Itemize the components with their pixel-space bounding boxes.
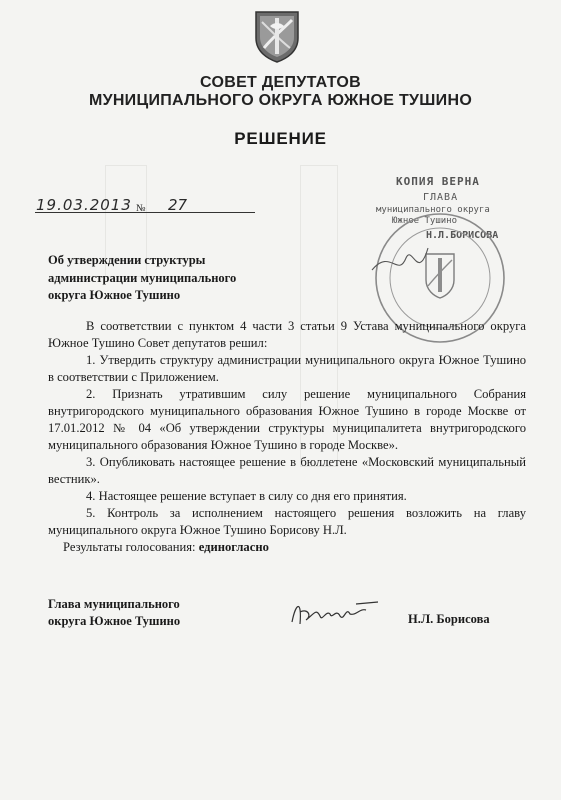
body-intro: В соответствии с пунктом 4 части 3 статьи 9 Устава муниципального округа Южное Тушино Совет депутатов решил: (48, 319, 526, 350)
stamp-line: КОПИЯ ВЕРНА (396, 175, 480, 188)
org-name-line1: СОВЕТ ДЕПУТАТОВ (200, 74, 361, 91)
subject-line: администрации муниципального (48, 270, 237, 285)
decision-item-5: 5. Контроль за исполнением настоящего решения возложить на главу муниципального округа Южное Тушино Борисову Н.Л. (48, 506, 526, 537)
registration-underline (35, 212, 255, 214)
decision-number: 27 (168, 196, 188, 214)
signatory-name: Н.Л. Борисова (408, 612, 490, 626)
vote-value: единогласно (198, 540, 269, 554)
decision-date: 19.03.2013 (36, 196, 132, 214)
signatory-title (48, 596, 180, 630)
signatory-title-line: округа Южное Тушино (48, 614, 181, 628)
decision-subject (48, 252, 236, 305)
stamp-line: Южное Тушино (392, 216, 458, 226)
decision-item-2: 2. Признать утратившим силу решение муниципального Собрания внутригородского муниципального образования Южное Тушино в городе Москве от 17.01.2012 № 04 «Об утверждении структуры муниципалитета внутригородского муниципального образования Южное Тушино в городе Москве». (48, 387, 526, 452)
decision-item-1: 1. Утвердить структуру администрации муниципального округа Южное Тушино в соответствии с Приложением. (48, 353, 526, 384)
subject-line: округа Южное Тушино (48, 288, 181, 302)
decision-item-4: 4. Настоящее решение вступает в силу со дня его принятия. (86, 489, 407, 503)
stamp-line: Н.Л.БОРИСОВА (426, 230, 499, 241)
vote-label: Результаты голосования: (63, 540, 196, 554)
coat-of-arms-icon (252, 8, 302, 64)
stamp-line: ГЛАВА (423, 192, 459, 203)
org-name-line2: МУНИЦИПАЛЬНОГО ОКРУГА ЮЖНОЕ ТУШИНО (88, 92, 473, 109)
document-type-heading: РЕШЕНИЕ (234, 129, 327, 148)
subject-line: Об утверждении структуры (48, 253, 206, 267)
handwritten-signature (286, 594, 386, 634)
number-sign: № (136, 203, 146, 214)
signatory-title-line: Глава муниципального (48, 597, 180, 611)
stamp-line: муниципального округа (376, 205, 490, 215)
decision-body (48, 318, 526, 556)
vote-results (48, 539, 526, 556)
decision-item-3: 3. Опубликовать настоящее решение в бюллетене «Московский муниципальный вестник». (48, 455, 526, 486)
